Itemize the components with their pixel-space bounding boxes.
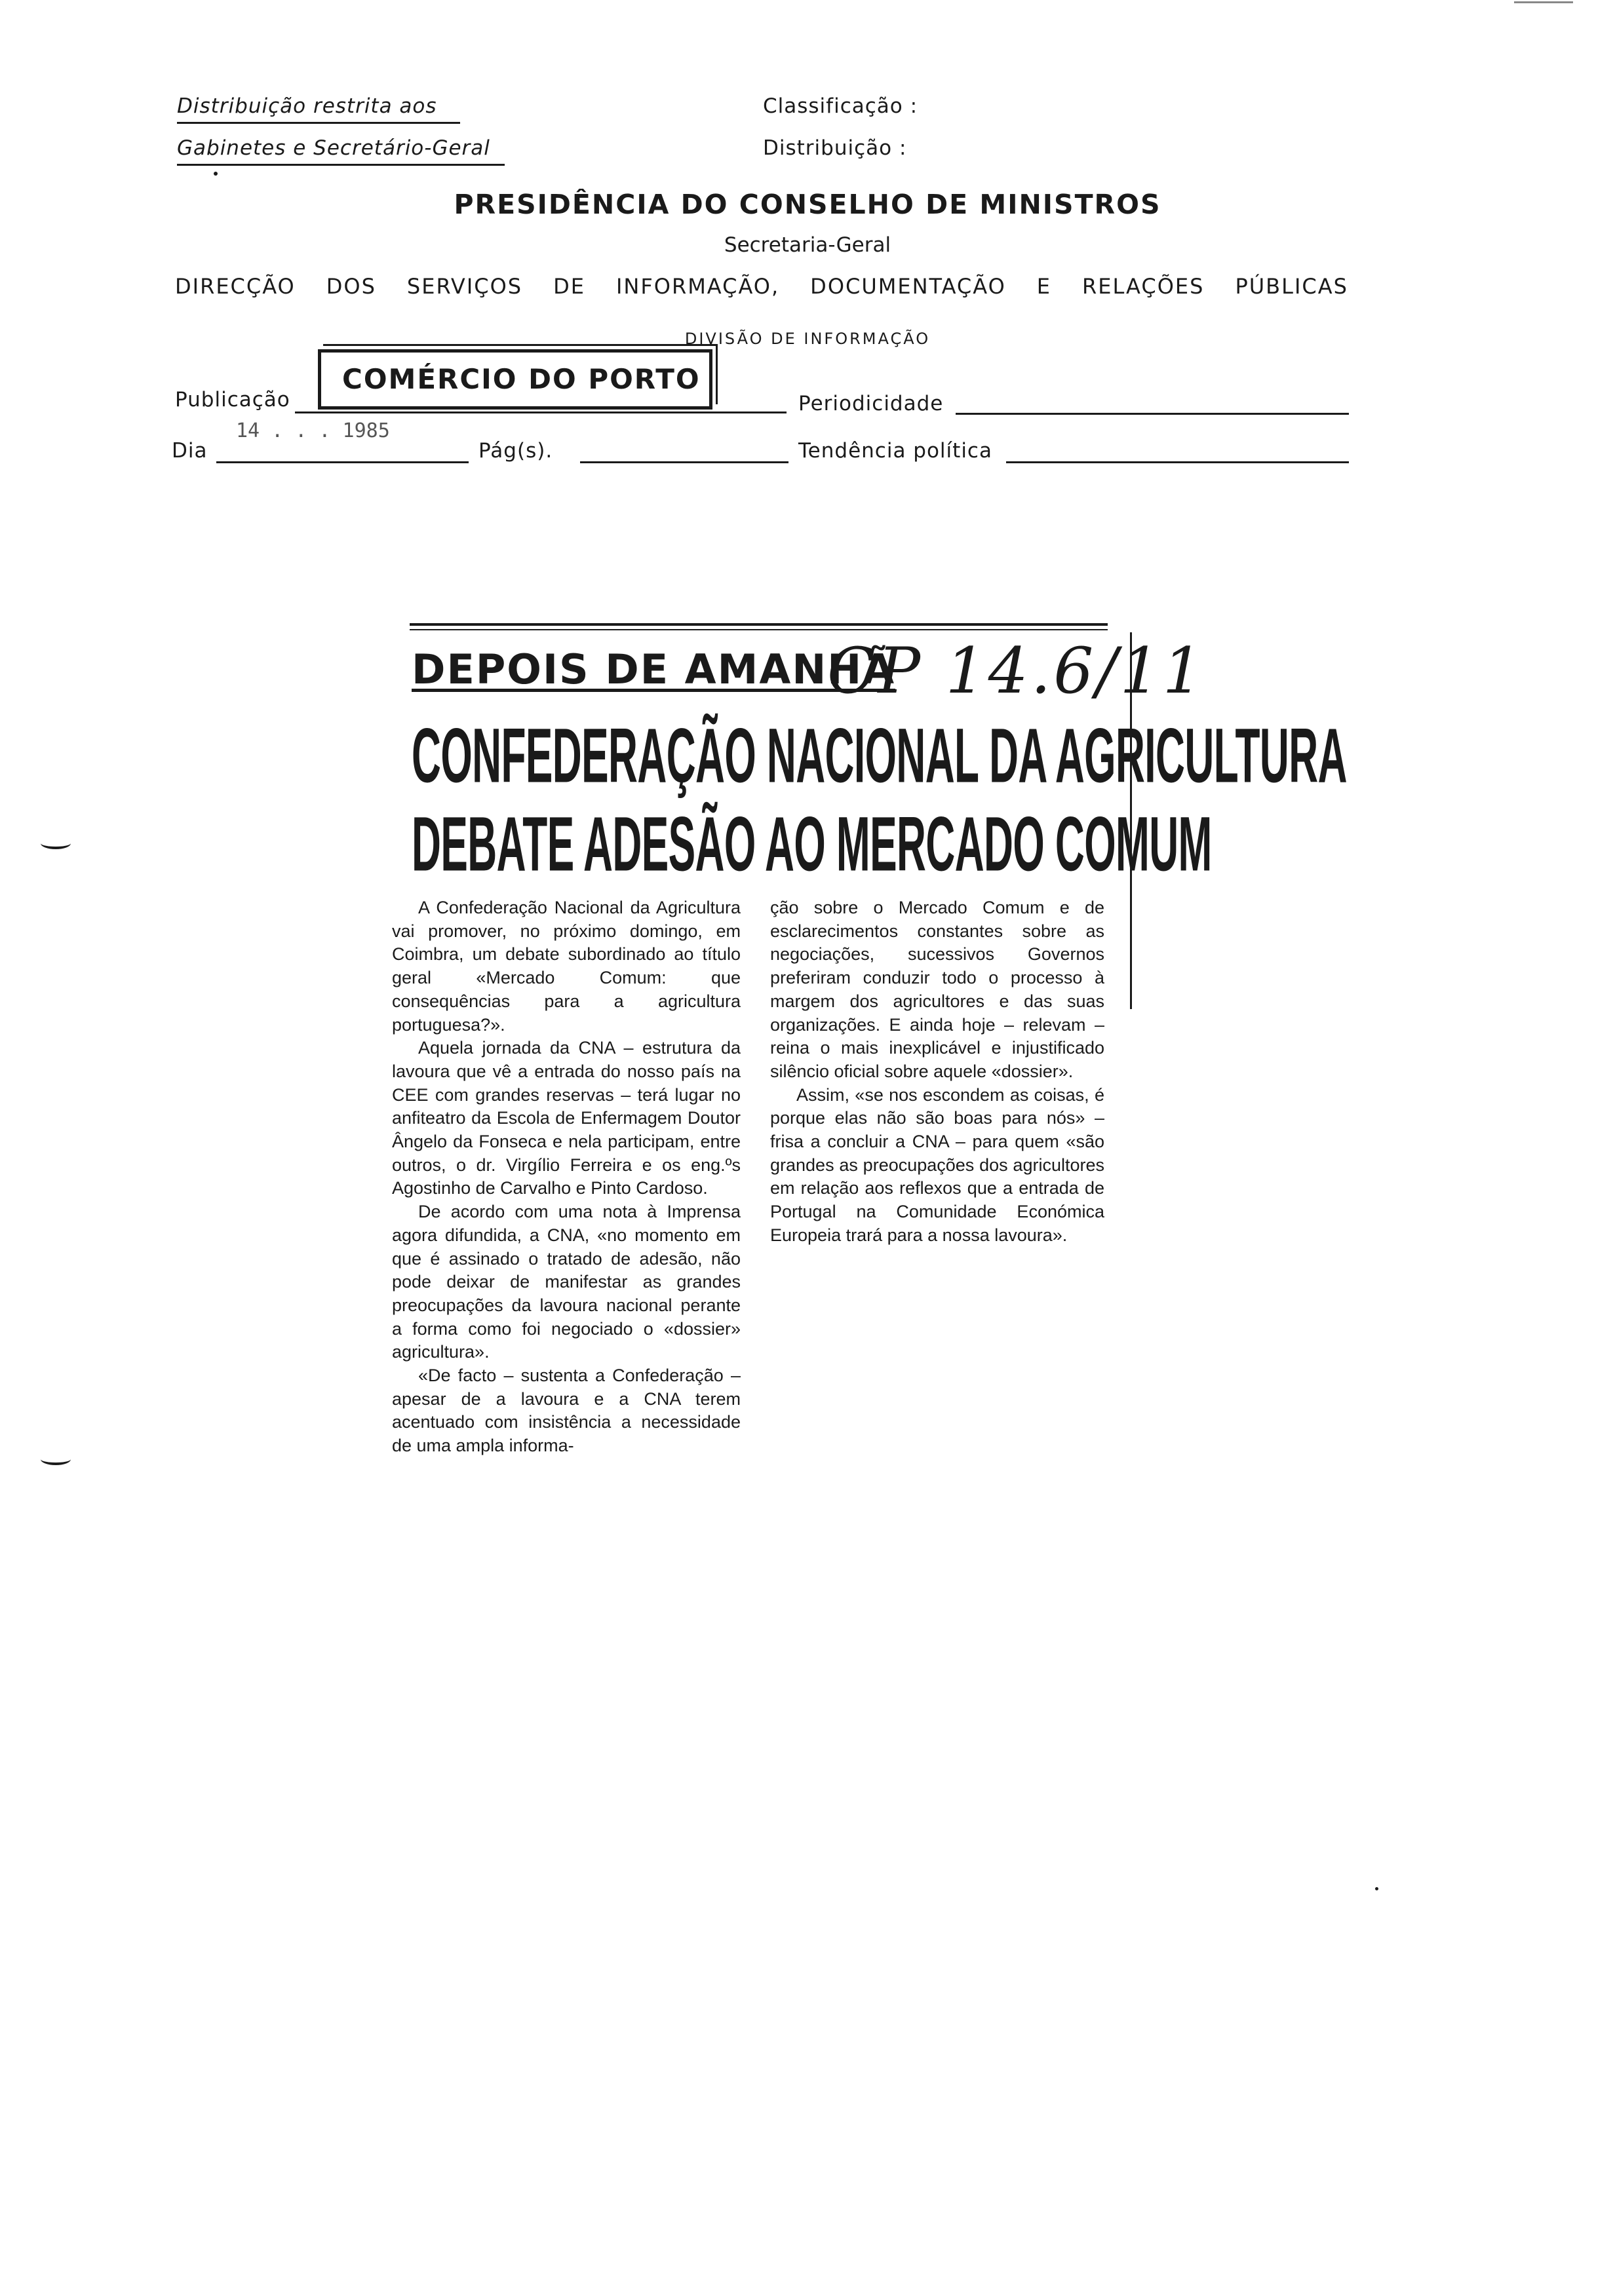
restriction-underline-2: [177, 164, 505, 166]
direccao-word: DIRECÇÃO: [175, 274, 296, 299]
direccao-word: DOCUMENTAÇÃO: [810, 274, 1006, 299]
distribuicao-label: Distribuição :: [763, 136, 907, 160]
tendencia-label: Tendência política: [798, 439, 992, 463]
hole-punch-mark: [41, 837, 71, 849]
article-paragraph: De acordo com uma nota à Imprensa agora difundida, a CNA, «no momento em que é assinado o tratado de adesão, não pode deixar de manifestar as grandes preocupações da lavoura nacional perante a forma como foi negociado o «dossier» agricultura».: [392, 1202, 741, 1362]
dia-label: Dia: [172, 439, 208, 463]
tendencia-line: [1006, 461, 1349, 463]
article-paragraph: A Confederação Nacional da Agricultura vai promover, no próximo domingo, em Coimbra, um debate subordinado ao título geral «Mercado Comum: que consequências para a agricultura portuguesa?».: [392, 898, 741, 1035]
publication-stamp: COMÉRCIO DO PORTO: [318, 349, 712, 410]
clipping-top-rule: [410, 623, 1108, 626]
article-paragraph-continued: ção sobre o Mercado Comum e de esclarecimentos constantes sobre as negociações, sucessivos Governos preferiram conduzir todo o processo à margem dos agricultores e das suas organizações. E ainda hoje – relevam – reina o mais inexplicável e injustificado silêncio oficial sobre aquele «dossier».: [770, 898, 1104, 1081]
article-kicker: DEPOIS DE AMANHÃ: [412, 645, 896, 693]
scan-edge-mark: [1514, 1, 1573, 3]
article-headline-line-1: CONFEDERAÇÃO NACIONAL DA AGRICULTURA: [412, 712, 1347, 799]
direccao-word: INFORMAÇÃO,: [615, 274, 780, 299]
article-column-1: [392, 896, 741, 1458]
direccao-word: RELAÇÕES: [1082, 274, 1205, 299]
restriction-line-1: Distribuição restrita aos: [177, 94, 437, 118]
dia-value: 14 . . . 1985: [236, 419, 390, 442]
direccao-word: E: [1036, 274, 1052, 299]
clipping-top-rule-thin: [410, 629, 1108, 630]
periodicidade-line: [956, 413, 1349, 415]
article-headline-line-2: DEBATE ADESÃO AO MERCADO COMUM: [412, 801, 1212, 887]
restriction-line-2: Gabinetes e Secretário-Geral: [177, 136, 490, 160]
article-paragraph: «De facto – sustenta a Confederação – apesar de a lavoura e a CNA terem acentuado com insistência a necessidade de uma ampla informa-: [392, 1366, 741, 1456]
ministry-title: PRESIDÊNCIA DO CONSELHO DE MINISTROS: [454, 189, 1161, 220]
publicacao-label: Publicação: [175, 388, 290, 411]
article-paragraph: Aquela jornada da CNA – estrutura da lavoura que vê a entrada do nosso país na CEE com grandes reservas – terá lugar no anfiteatro da Escola de Enfermagem Doutor Ângelo da Fonseca e nela participam, entre outros, o dr. Virgílio Ferreira e os eng.ºs Agostinho de Carvalho e Pinto Cardoso.: [392, 1038, 741, 1198]
handwritten-note: CP 14.6/11: [827, 634, 1205, 708]
direccao-word: DOS: [326, 274, 376, 299]
scan-speck: [214, 172, 218, 176]
pags-line: [580, 461, 788, 463]
hole-punch-mark: [41, 1453, 71, 1465]
periodicidade-label: Periodicidade: [798, 392, 944, 415]
scan-speck: [1375, 1887, 1378, 1890]
classificacao-label: Classificação :: [763, 94, 918, 118]
dia-line: [216, 461, 469, 463]
ministry-subtitle: Secretaria-Geral: [724, 233, 891, 257]
article-paragraph: Assim, «se nos escondem as coisas, é porque elas não são boas para nós» – frisa a concluir a CNA – para quem «são grandes as preocupações dos agricultores em relação aos reflexos que a entrada de Portugal na Comunidade Económica Europeia trará para a nossa lavoura».: [770, 1084, 1104, 1245]
direccao-word: SERVIÇOS: [406, 274, 523, 299]
direccao-word: PÚBLICAS: [1235, 274, 1348, 299]
restriction-underline-1: [177, 122, 460, 124]
divisao-heading: DIVISÃO DE INFORMAÇÃO: [684, 330, 931, 348]
direccao-word: DE: [553, 274, 585, 299]
pags-label: Pág(s).: [478, 439, 553, 463]
direccao-heading: [175, 274, 1348, 299]
article-column-2: [770, 896, 1104, 1248]
publicacao-line: [295, 411, 787, 413]
